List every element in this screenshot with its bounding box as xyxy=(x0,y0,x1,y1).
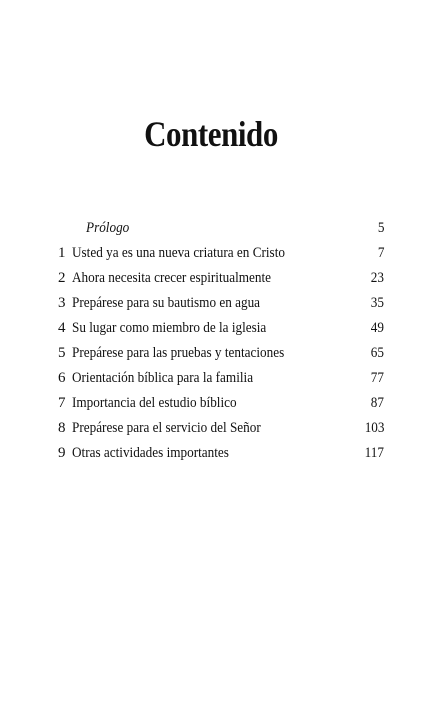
toc-entry xyxy=(58,316,384,341)
toc-entry-number: 2 xyxy=(58,270,66,286)
toc-entry xyxy=(58,391,384,416)
toc-entry-number: 7 xyxy=(58,395,66,411)
toc-entry xyxy=(58,241,384,266)
table-of-contents xyxy=(58,216,384,466)
toc-entry xyxy=(58,416,384,441)
toc-entry-number: 3 xyxy=(58,295,66,311)
toc-entry-page: 65 xyxy=(370,345,384,361)
toc-entry-title: Ahora necesita crecer espiritualmente xyxy=(72,270,272,286)
toc-entry-title: Prólogo xyxy=(86,220,130,236)
toc-entry-page: 7 xyxy=(377,245,384,261)
toc-entry xyxy=(58,341,384,366)
toc-entry-title: Usted ya es una nueva criatura en Cristo xyxy=(72,245,285,261)
toc-entry-title: Prepárese para su bautismo en agua xyxy=(72,295,261,311)
toc-entry-title: Importancia del estudio bíblico xyxy=(72,395,237,411)
toc-entry-title: Prepárese para las pruebas y tentaciones xyxy=(72,345,285,361)
toc-entry-page: 87 xyxy=(370,395,384,411)
toc-entry-page: 103 xyxy=(364,420,384,436)
toc-entry-title: Su lugar como miembro de la iglesia xyxy=(72,320,267,336)
toc-entry-title: Prepárese para el servicio del Señor xyxy=(72,420,261,436)
toc-entry-number: 8 xyxy=(58,420,66,436)
page-title: Contenido xyxy=(144,114,278,154)
toc-entry xyxy=(58,291,384,316)
toc-entry-number: 9 xyxy=(58,445,66,461)
toc-entry-title: Otras actividades importantes xyxy=(72,445,229,461)
toc-entry-title: Orientación bíblica para la familia xyxy=(72,370,254,386)
toc-entry-page: 35 xyxy=(370,295,384,311)
toc-entry-prologue xyxy=(58,216,384,241)
toc-entry xyxy=(58,266,384,291)
toc-entry-page: 5 xyxy=(377,220,384,236)
toc-entry-number: 5 xyxy=(58,345,66,361)
toc-entry-page: 77 xyxy=(370,370,384,386)
toc-entry-number: 6 xyxy=(58,370,66,386)
toc-entry-number: 4 xyxy=(58,320,66,336)
toc-entry-page: 49 xyxy=(370,320,384,336)
toc-entry-page: 117 xyxy=(364,445,384,461)
toc-entry-page: 23 xyxy=(370,270,384,286)
toc-entry xyxy=(58,441,384,466)
toc-entry-number: 1 xyxy=(58,245,66,261)
toc-entry xyxy=(58,366,384,391)
